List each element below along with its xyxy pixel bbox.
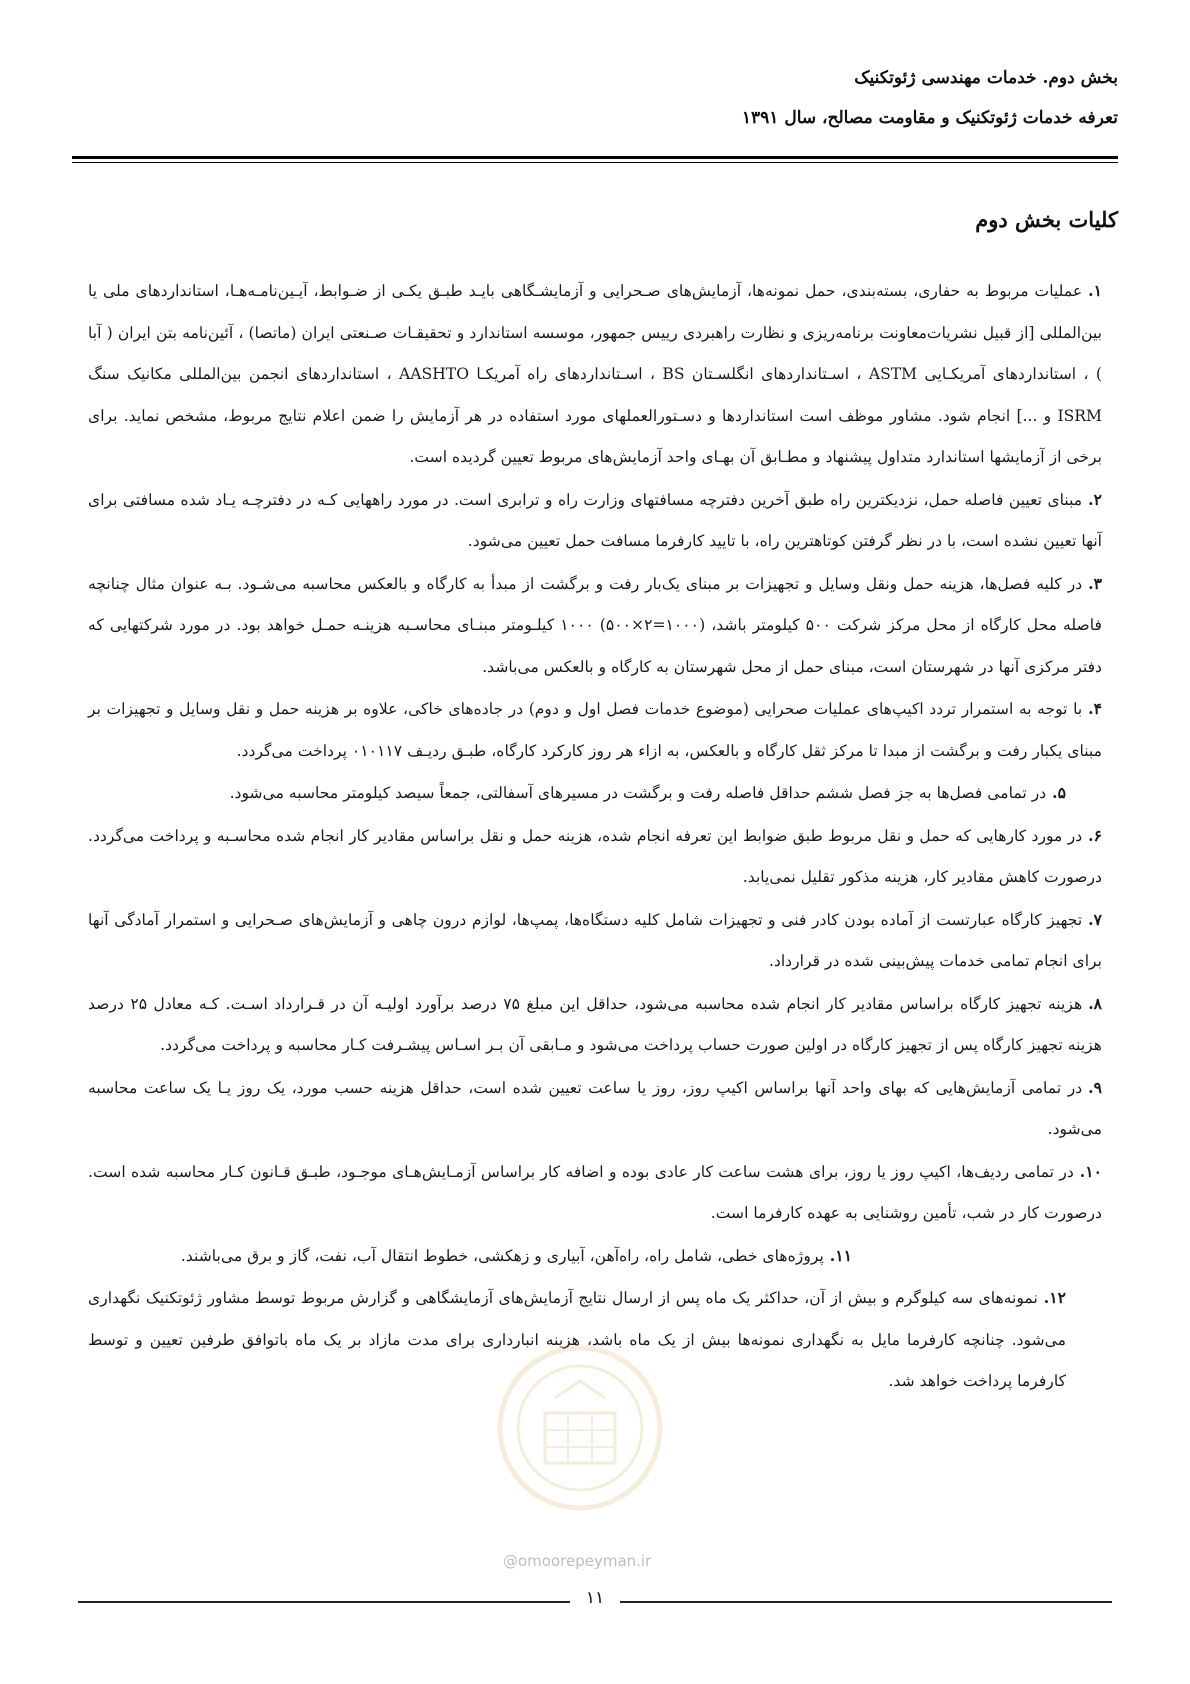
paragraph-number: ۶. [1088,825,1102,845]
document-body [88,270,1102,1403]
paragraph-text: در تمامی آزمایش‌هایی که بهای واحد آنها براساس اکیپ روز، روز یا ساعت تعیین شده است، حداقل هزینه حسب مورد، یک روز یـا یک ساعت محاسبه می‌شود. [88,1078,1102,1138]
paragraph-number: ۳. [1088,573,1102,593]
paragraph-text: عملیات مربوط به حفاری، بسته‌بندی، حمل نمونه‌ها، آزمایش‌های صـحرایی و آزمایشـگاهی بایـد طبـق یکـی از ضـوابط، آیـین‌نامـه‌هـا، استانداردهای ملی یا بین‌المللی [از قبیل نشریات‌معاونت برنامه‌ریزی و نظارت راهبردی رییس جمهور، موسسه استاندارد و تحقیقـات صـنعتی ایران (ماتصا) ، آئین‌نامه بتن ایران ( آبا ) ، استانداردهای آمریکـایی ASTM ، اسـتانداردهای انگلسـتان BS ، اسـتانداردهای راه آمریکـا AASHTO ، استانداردهای انجمن بین‌المللی مکانیک سنگ ISRM و ...] انجام شود. مشاور موظف است استانداردها و دسـتورالعملهای مورد استفاده در هر آزمایش را ضمن اعلام نتایج مربوط، مشخص نماید. برای برخی از آزمایشها استاندارد متداول پیشنهاد و مطـابق آن بهـای واحد آزمایش‌های مربوط تعیین گردیده است. [88,282,1102,466]
paragraph-number: ۵. [1052,783,1066,802]
header-rule-thin [72,162,1118,163]
watermark-website: @omoorepeyman.ir [503,1552,652,1570]
section-title: کلیات بخش دوم [975,207,1118,232]
paragraph-text: تجهیز کارگاه عبارتست از آماده بودن کادر فنی و تجهیزات شامل کلیه دستگاه‌ها، پمپ‌ها، لوازم درون چاهی و آزمایش‌های صـحرایی و استمرار آمادگی آنها برای انجام تمامی خدمات پیش‌بینی شده در قرارداد. [88,910,1102,970]
paragraph-text: با توجه به استمرار تردد اکیپ‌های عملیات صحرایی (موضوع خدمات فصل اول و دوم) در جاده‌های خاکی، علاوه بر هزینه حمل و نقل وسایل و تجهیزات بر مبنای یکبار رفت و برگشت از مبدا تا مرکز ثقل کارگاه و بالعکس، به ازاء هر روز کارکرد کارگاه، طبـق ردیـف ۰۱۰۱۱۷ پرداخت می‌گردد. [88,700,1102,760]
paragraph-number: ۹. [1088,1077,1102,1097]
header-chapter: بخش دوم. خدمات مهندسی ژئوتکنیک [854,68,1118,88]
paragraph-text: نمونه‌های سه کیلوگرم و بیش از آن، حداکثر یک ماه پس از ارسال نتایج آزمایش‌های آزمایشگاهی و گزارش مربوط توسط مشاور ژئوتکنیک نگهداری می‌شود. چنانچه کارفرما مایل به نگهداری نمونه‌ها بیش از یک ماه باشد، هزینه انبارداری برای مدت مازاد بر یک ماه باتوافق طرفین تعیین و توسط کارفرما پرداخت خواهد شد. [88,1289,1066,1390]
footer-rule-right [620,1601,1112,1603]
paragraph-5 [88,772,1102,815]
header-rule-thick [72,156,1118,159]
paragraph-4 [88,688,1102,772]
page-number: ۱۱ [585,1588,605,1608]
paragraph-text: در مورد کارهایی که حمل و نقل مربوط طبق ضوابط این تعرفه انجام شده، هزینه حمل و نقل براساس مقادیر کار انجام شده محاسـبه و پرداخت می‌گردد. درصورت کاهش مقادیر کار، هزینه مذکور تقلیل نمی‌یابد. [88,826,1102,886]
paragraph-number: ۱. [1088,281,1102,300]
page-header [72,58,1118,138]
paragraph-number: ۱۲. [1043,1288,1066,1307]
header-document-title: تعرفه خدمات ژئوتکنیک و مقاومت مصالح، سال ۱۳۹۱ [741,108,1118,128]
paragraph-text: در کلیه فصل‌ها، هزینه حمل ونقل وسایل و تجهیزات بر مبنای یک‌بار رفت و برگشت از مبدأ به کارگاه و بالعکس محاسبه می‌شـود. بـه عنوان مثال چنانچه فاصله محل کارگاه از محل مرکز شرکت ۵۰۰ کیلومتر باشد، (۱۰۰۰=۲×۵۰۰) ۱۰۰۰ کیلـومتر مبنـای محاسـبه هزینـه حمـل خواهد بود. در مورد شرکتهایی که دفتر مرکزی آنها در شهرستان است، مبنای حمل از محل شهرستان به کارگاه و بالعکس می‌باشد. [88,574,1103,676]
paragraph-number: ۸. [1088,993,1103,1013]
paragraph-10 [88,1151,1102,1235]
paragraph-11 [88,1235,1102,1278]
paragraph-7 [88,899,1102,983]
paragraph-text: در تمامی فصل‌ها به جز فصل ششم حداقل فاصله رفت و برگشت در مسیرهای آسفالتی، جمعاً سیصد کیلومتر محاسبه می‌شود. [229,784,1047,802]
watermark-logo-icon [495,1343,665,1513]
paragraph-text: در تمامی ردیف‌ها، اکیپ روز یا روز، برای هشت ساعت کار عادی بوده و اضافه کار براساس آزمـایش‌هـای موجـود، طبـق قـانون کـار محاسبه شده است. درصورت کار در شب، تأمین روشنایی به عهده کارفرما است. [88,1162,1102,1222]
paragraph-text: مبنای تعیین فاصله حمل، نزدیکترین راه طبق آخرین دفترچه مسافتهای وزارت راه و ترابری است. در مورد راههایی کـه در دفترچـه یـاد شده مسافتی برای آنها تعیین نشده است، با در نظر گرفتن کوتاهترین راه، با تایید کارفرما مسافت حمل تعیین می‌شود. [88,490,1102,550]
paragraph-9 [88,1067,1102,1151]
footer-rule-left [78,1601,570,1603]
paragraph-number: ۲. [1088,489,1102,509]
paragraph-8 [88,983,1102,1067]
paragraph-2 [88,479,1102,563]
paragraph-number: ۷. [1088,909,1102,929]
paragraph-number: ۱۱. [829,1245,852,1265]
paragraph-3 [88,563,1102,689]
paragraph-text: پروژه‌های خطی، شامل راه، راه‌آهن، آبیاری و زهکشی، خطوط انتقال آب، نفت، گاز و برق می‌باشند. [180,1246,824,1265]
paragraph-text: هزینه تجهیز کارگاه براساس مقادیر کار انجام شده محاسبه می‌شود، حداقل این مبلغ ۷۵ درصد برآورد اولیـه آن در قـرارداد اسـت. کـه معادل ۲۵ درصد هزینه تجهیز کارگاه پس از تجهیز کارگاه در اولین صورت حساب پرداخت می‌شود و مـابقی آن بـر اسـاس پیشـرفت کـار محاسبه و پرداخت می‌گردد. [88,994,1102,1054]
paragraph-number: ۱۰. [1079,1161,1102,1181]
paragraph-number: ۴. [1088,699,1102,718]
paragraph-6 [88,815,1102,899]
paragraph-1 [88,270,1102,479]
